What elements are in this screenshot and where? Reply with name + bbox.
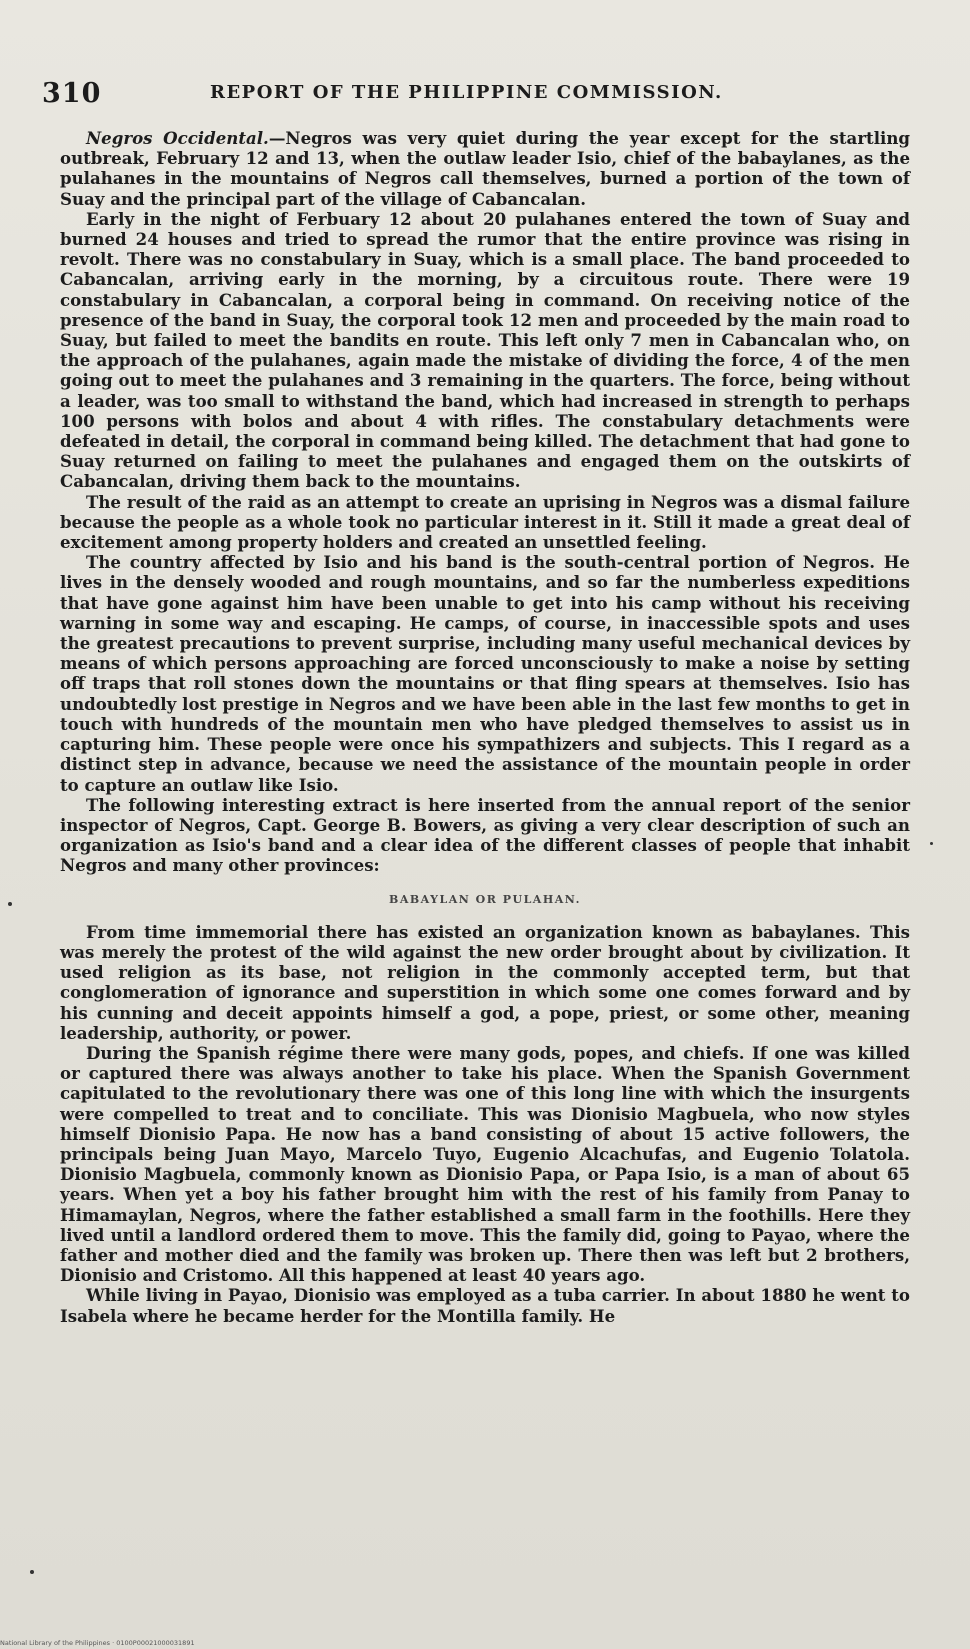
paragraph: The following interesting extract is here inserted from the annual report of the senior inspector of Negros, Capt. George B. Bowers, as giving a very clear description of such an organization as Isio's band and a clear idea of the different classes of people that inhabit Negros and many other provinces: <box>60 794 910 876</box>
extract-paragraph: From time immemorial there has existed an organization known as babaylanes. This was merely the protest of the wild against the new order brought about by civilization. It used religion as its base, not religion in the commonly accepted term, but that conglomeration of ignorance and superstition in which some one comes forward and by his cunning and deceit appoints himself a god, a pope, priest, or some other, meaning leadership, authority, or power. <box>60 921 910 1043</box>
extract-paragraph: During the Spanish régime there were many gods, popes, and chiefs. If one was killed or captured there was always another to take his place. When the Spanish Government capitulated to the revolutionary there was one of this long line with which the insurgents were compelled to treat and to conciliate. This was Dionisio Magbuela, who now styles himself Dionisio Papa. He now has a band consisting of about 15 active followers, the principals being Juan Mayo, Marcelo Tuyo, Eugenio Alcachufas, and Eugenio Tolatola. Dionisio Magbuela, commonly known as Dionisio Papa, or Papa Isio, is a man of about 65 years. When yet a boy his father brought him with the rest of his family from Panay to Himamaylan, Negros, where the father established a small farm in the foothills. Here they lived until a landlord ordered them to move. This the family did, going to Payao, where the father and mother died and the family was broken up. There then was left but 2 brothers, Dionisio and Cristomo. All this happened at least 40 years ago. <box>60 1042 910 1286</box>
scan-speck <box>930 842 933 845</box>
paragraph-text: —Negros was very quiet during the year except for the startling outbreak, February 12 and 13, when the outlaw leader Isio, chief of the babaylanes, as the pulahanes in the mountains of Negros call themselves, burned a portion of the town of Suay and the principal part of the village of Cabancalan. <box>60 128 910 209</box>
paragraph: The country affected by Isio and his band is the south-central portion of Negros. He lives in the densely wooded and rough mountains, and so far the numberless expeditions that have gone against him have been unable to get into his camp without his receiving warning in some way and escaping. He camps, of course, in inaccessible spots and uses the greatest precautions to prevent surprise, including many useful mechanical devices by means of which persons approaching are forced unconsciously to make a noise by setting off traps that roll stones down the mountains or that fling spears at themselves. Isio has undoubtedly lost prestige in Negros and we have been able in the last few months to get in touch with hundreds of the mountain men who have pledged themselves to assist us in capturing him. These people were once his sympathizers and subjects. This I regard as a distinct step in advance, because we need the assistance of the mountain people in order to capture an outlaw like Isio. <box>60 552 910 795</box>
paragraph: Early in the night of Ferbuary 12 about 20 pulahanes entered the town of Suay and burned 24 houses and tried to spread the rumor that the entire province was rising in revolt. There was no constabulary in Suay, which is a small place. The band proceeded to Cabancalan, arriving early in the morning, by a circuitous route. There were 19 constabulary in Cabancalan, a corporal being in command. On receiving notice of the presence of the band in Suay, the corporal took 12 men and proceeded by the main road to Suay, but failed to meet the bandits en route. This left only 7 men in Cabancalan who, on the approach of the pulahanes, again made the mistake of dividing the force, 4 of the men going out to meet the pulahanes and 3 remaining in the quarters. The force, being without a leader, was too small to withstand the band, which had increased in strength to perhaps 100 persons with bolos and about 4 with rifles. The constabulary detachments were defeated in detail, the corporal in command being killed. The detachment that had gone to Suay returned on failing to meet the pulahanes and engaged them on the outskirts of Cabancalan, driving them back to the mountains. <box>60 208 910 492</box>
paragraph <box>60 128 910 209</box>
scan-speck <box>30 1570 34 1574</box>
page-number: 310 <box>42 78 102 109</box>
scan-speck <box>8 902 12 906</box>
paragraph: The result of the raid as an attempt to create an uprising in Negros was a dismal failure because the people as a whole took no particular interest in it. Still it made a great deal of excitement among property holders and created an unsettled feeling. <box>60 491 910 553</box>
paragraph-lead-in: Negros Occidental. <box>86 128 269 148</box>
body-text <box>60 128 910 1326</box>
extract-paragraph: While living in Payao, Dionisio was employed as a tuba carrier. In about 1880 he went to Isabela where he became herder for the Montilla family. He <box>60 1285 910 1326</box>
extract-block <box>60 922 910 1326</box>
section-heading: BABAYLAN OR PULAHAN. <box>389 892 581 906</box>
page-header <box>42 78 922 118</box>
scan-credit: National Library of the Philippines · 0100P00021000031891 <box>0 1639 195 1647</box>
running-head: REPORT OF THE PHILIPPINE COMMISSION. <box>210 82 723 103</box>
